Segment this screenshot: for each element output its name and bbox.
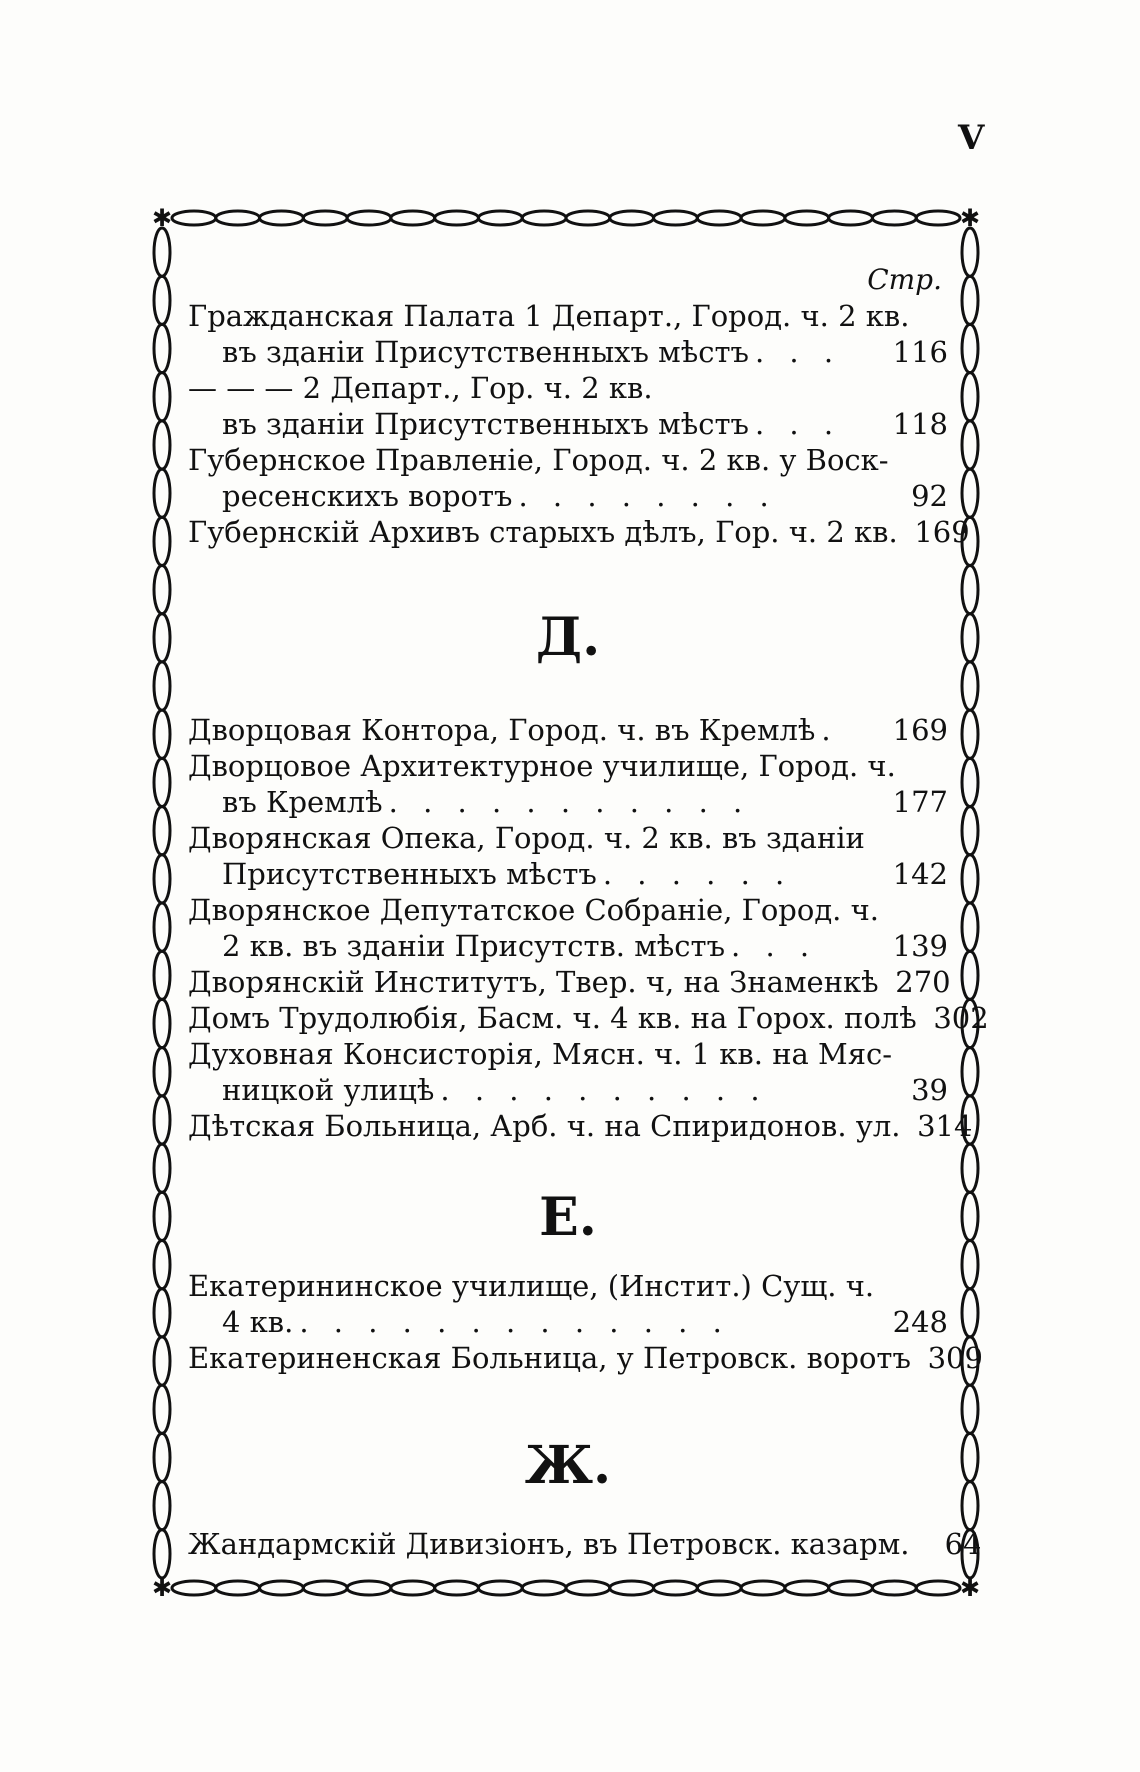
border-link bbox=[962, 566, 978, 614]
border-link bbox=[962, 1433, 978, 1481]
entry-page-number: 177 bbox=[892, 785, 948, 819]
index-entry bbox=[188, 1108, 973, 1144]
border-link bbox=[154, 1241, 170, 1289]
entry-page-number: 169 bbox=[914, 515, 970, 549]
corner-ornament: ✱ bbox=[151, 204, 173, 232]
entry-text: Дворцовое Архитектурное училище, Город. ч. bbox=[188, 749, 896, 783]
border-link bbox=[154, 1048, 170, 1096]
entry-text: Дворянская Опека, Город. ч. 2 кв. въ зданіи bbox=[188, 821, 865, 855]
border-link bbox=[154, 1289, 170, 1337]
entry-page-number: 92 bbox=[911, 479, 948, 513]
index-entry bbox=[188, 712, 948, 748]
border-link bbox=[154, 903, 170, 951]
index-entry bbox=[188, 514, 970, 550]
border-link bbox=[478, 1581, 522, 1595]
index-entry bbox=[188, 964, 951, 1000]
entry-line bbox=[188, 892, 948, 928]
border-link bbox=[154, 951, 170, 999]
entry-page-number: 169 bbox=[892, 713, 948, 747]
entry-line bbox=[188, 442, 948, 478]
border-link bbox=[260, 211, 304, 225]
page-number: V bbox=[958, 118, 985, 158]
index-entry bbox=[188, 1000, 989, 1036]
border-link bbox=[303, 1581, 347, 1595]
index-entry bbox=[188, 820, 948, 892]
entry-page-number: 116 bbox=[892, 335, 948, 369]
entry-text: Губернскій Архивъ старыхъ дѣлъ, Гор. ч. 2 кв. bbox=[188, 515, 898, 549]
border-link bbox=[962, 228, 978, 276]
leader-dots: . . . bbox=[731, 929, 818, 963]
border-link bbox=[154, 662, 170, 710]
border-link bbox=[654, 1581, 698, 1595]
entry-text: Губернское Правленіе, Город. ч. 2 кв. у Воск- bbox=[188, 443, 889, 477]
border-link bbox=[154, 1433, 170, 1481]
border-link bbox=[962, 710, 978, 758]
section-letter-d: Д. bbox=[535, 607, 601, 668]
entry-text: ницкой улицѣ bbox=[222, 1073, 435, 1107]
entry-line bbox=[188, 514, 970, 550]
index-entry bbox=[188, 1340, 983, 1376]
entry-text: 2 кв. въ зданіи Присутств. мѣстъ bbox=[222, 929, 726, 963]
entry-line bbox=[188, 406, 948, 442]
entry-text: Гражданская Палата 1 Департ., Город. ч. 2 кв. bbox=[188, 299, 910, 333]
border-link bbox=[962, 1482, 978, 1530]
border-link bbox=[154, 1096, 170, 1144]
section-g-entries bbox=[188, 298, 970, 550]
border-link bbox=[154, 1530, 170, 1578]
border-link bbox=[962, 276, 978, 324]
section-e-entries bbox=[188, 1268, 983, 1376]
entry-line bbox=[188, 1036, 948, 1072]
leader-dots: . . . bbox=[754, 407, 842, 441]
border-link bbox=[154, 1482, 170, 1530]
entry-page-number: 309 bbox=[927, 1341, 983, 1375]
border-link bbox=[962, 758, 978, 806]
entry-line bbox=[188, 784, 948, 820]
border-link bbox=[962, 469, 978, 517]
entry-line bbox=[188, 1268, 948, 1304]
entry-text: Жандармскій Дивизіонъ, въ Петровск. казарм. bbox=[188, 1527, 910, 1561]
border-link bbox=[962, 1144, 978, 1192]
border-link bbox=[154, 999, 170, 1047]
leader-dots: . . . . . . . . . . . bbox=[388, 785, 751, 819]
border-link bbox=[154, 469, 170, 517]
border-link bbox=[962, 614, 978, 662]
index-entry bbox=[188, 1036, 948, 1108]
border-link bbox=[785, 1581, 829, 1595]
entry-text: Екатериненская Больница, у Петровск. воротъ bbox=[188, 1341, 911, 1375]
border-link bbox=[154, 1144, 170, 1192]
border-link bbox=[962, 662, 978, 710]
border-link bbox=[154, 276, 170, 324]
entry-text: Дворцовая Контора, Город. ч. въ Кремлѣ bbox=[188, 713, 816, 747]
border-link bbox=[216, 1581, 260, 1595]
border-link bbox=[347, 211, 391, 225]
border-link bbox=[154, 228, 170, 276]
entry-line bbox=[188, 820, 948, 856]
index-entry bbox=[188, 1268, 948, 1340]
entry-text: ресенскихъ воротъ bbox=[222, 479, 513, 513]
entry-text: Духовная Консисторія, Мясн. ч. 1 кв. на Мяс- bbox=[188, 1037, 893, 1071]
leader-dots: . . . bbox=[754, 335, 842, 369]
index-page-content bbox=[188, 262, 989, 1562]
border-link bbox=[172, 1581, 216, 1595]
entry-line bbox=[188, 928, 948, 964]
entry-page-number: 270 bbox=[895, 965, 951, 999]
border-link bbox=[522, 211, 566, 225]
border-link bbox=[435, 211, 479, 225]
border-link bbox=[566, 1581, 610, 1595]
entry-text: Дворянскій Институтъ, Твер. ч, на Знаменкѣ bbox=[188, 965, 879, 999]
border-link bbox=[391, 1581, 435, 1595]
entry-page-number: 248 bbox=[892, 1305, 948, 1339]
entry-text: Дворянское Депутатское Собраніе, Город. ч. bbox=[188, 893, 880, 927]
entry-page-number: 142 bbox=[892, 857, 948, 891]
border-link bbox=[391, 211, 435, 225]
border-link bbox=[610, 211, 654, 225]
border-link bbox=[829, 211, 873, 225]
border-link bbox=[962, 1192, 978, 1240]
border-link bbox=[741, 211, 785, 225]
section-zh-entries bbox=[188, 1526, 982, 1562]
entry-line bbox=[188, 1304, 948, 1340]
border-link bbox=[916, 211, 960, 225]
entry-text: въ зданіи Присутственныхъ мѣстъ bbox=[222, 335, 749, 369]
border-link bbox=[962, 373, 978, 421]
border-link bbox=[962, 1289, 978, 1337]
border-link bbox=[962, 951, 978, 999]
border-link bbox=[610, 1581, 654, 1595]
entry-text: Екатерининское училище, (Инстит.) Сущ. ч. bbox=[188, 1269, 875, 1303]
entry-page-number: 302 bbox=[933, 1001, 989, 1035]
border-link bbox=[478, 211, 522, 225]
entry-line bbox=[188, 964, 951, 1000]
entry-page-number: 64 bbox=[944, 1527, 982, 1561]
entry-text: — — — 2 Департ., Гор. ч. 2 кв. bbox=[188, 371, 653, 405]
border-link bbox=[829, 1581, 873, 1595]
entry-line bbox=[188, 370, 948, 406]
entry-page-number: 139 bbox=[892, 929, 948, 963]
entry-page-number: 39 bbox=[911, 1073, 948, 1107]
entry-line bbox=[188, 856, 948, 892]
border-link bbox=[154, 758, 170, 806]
index-entry bbox=[188, 370, 948, 442]
border-link bbox=[154, 566, 170, 614]
border-link bbox=[962, 1385, 978, 1433]
entry-line bbox=[188, 1340, 983, 1376]
leader-dots: . . . . . . . . . . bbox=[440, 1073, 768, 1107]
leader-dots: . . . . . . . . bbox=[518, 479, 777, 513]
border-link bbox=[741, 1581, 785, 1595]
border-link bbox=[962, 807, 978, 855]
border-link bbox=[654, 211, 698, 225]
border-link bbox=[154, 421, 170, 469]
border-link bbox=[347, 1581, 391, 1595]
border-link bbox=[962, 1048, 978, 1096]
border-link bbox=[962, 421, 978, 469]
border-link bbox=[697, 211, 741, 225]
border-link bbox=[962, 903, 978, 951]
index-entry bbox=[188, 1526, 982, 1562]
section-d-entries bbox=[188, 712, 989, 1144]
index-entry bbox=[188, 892, 948, 964]
entry-text: 4 кв. bbox=[222, 1305, 294, 1339]
index-entry bbox=[188, 748, 948, 820]
border-link bbox=[154, 324, 170, 372]
index-entry bbox=[188, 298, 948, 370]
entry-line bbox=[188, 1072, 948, 1108]
entry-text: въ Кремлѣ bbox=[222, 785, 383, 819]
column-header: Стр. bbox=[867, 263, 942, 296]
leader-dots: . bbox=[821, 713, 839, 747]
entry-line bbox=[188, 1526, 982, 1562]
entry-line bbox=[188, 712, 948, 748]
border-link bbox=[154, 1192, 170, 1240]
border-link bbox=[172, 211, 216, 225]
border-link bbox=[260, 1581, 304, 1595]
section-letter-zh: Ж. bbox=[524, 1435, 612, 1496]
border-link bbox=[785, 211, 829, 225]
border-link bbox=[154, 1385, 170, 1433]
entry-line bbox=[188, 1000, 989, 1036]
border-link bbox=[154, 710, 170, 758]
entry-text: Домъ Трудолюбія, Басм. ч. 4 кв. на Горох. полѣ bbox=[188, 1001, 917, 1035]
entry-line bbox=[188, 1108, 973, 1144]
border-link bbox=[916, 1581, 960, 1595]
border-link bbox=[154, 855, 170, 903]
border-link bbox=[566, 211, 610, 225]
border-link bbox=[154, 1337, 170, 1385]
border-link bbox=[962, 1241, 978, 1289]
border-link bbox=[522, 1581, 566, 1595]
entry-line bbox=[188, 334, 948, 370]
entry-page-number: 314 bbox=[917, 1109, 973, 1143]
border-link bbox=[154, 807, 170, 855]
border-link bbox=[962, 324, 978, 372]
corner-ornament: ✱ bbox=[959, 204, 981, 232]
border-link bbox=[435, 1581, 479, 1595]
leader-dots: . . . . . . . . . . . . . bbox=[299, 1305, 730, 1339]
index-entry bbox=[188, 442, 948, 514]
leader-dots: . . . . . . bbox=[602, 857, 793, 891]
corner-ornament: ✱ bbox=[151, 1574, 173, 1602]
entry-line bbox=[188, 478, 948, 514]
border-link bbox=[303, 211, 347, 225]
border-link bbox=[872, 1581, 916, 1595]
entry-page-number: 118 bbox=[892, 407, 948, 441]
section-letter-e: Е. bbox=[539, 1187, 597, 1248]
entry-line bbox=[188, 298, 948, 334]
entry-text: въ зданіи Присутственныхъ мѣстъ bbox=[222, 407, 749, 441]
border-link bbox=[962, 855, 978, 903]
entry-line bbox=[188, 748, 948, 784]
border-link bbox=[216, 211, 260, 225]
border-link bbox=[154, 614, 170, 662]
entry-text: Присутственныхъ мѣстъ bbox=[222, 857, 597, 891]
border-link bbox=[697, 1581, 741, 1595]
corner-ornament: ✱ bbox=[959, 1574, 981, 1602]
border-link bbox=[154, 373, 170, 421]
border-link bbox=[872, 211, 916, 225]
entry-text: Дѣтская Больница, Арб. ч. на Спиридонов. ул. bbox=[188, 1109, 901, 1143]
border-link bbox=[154, 517, 170, 565]
